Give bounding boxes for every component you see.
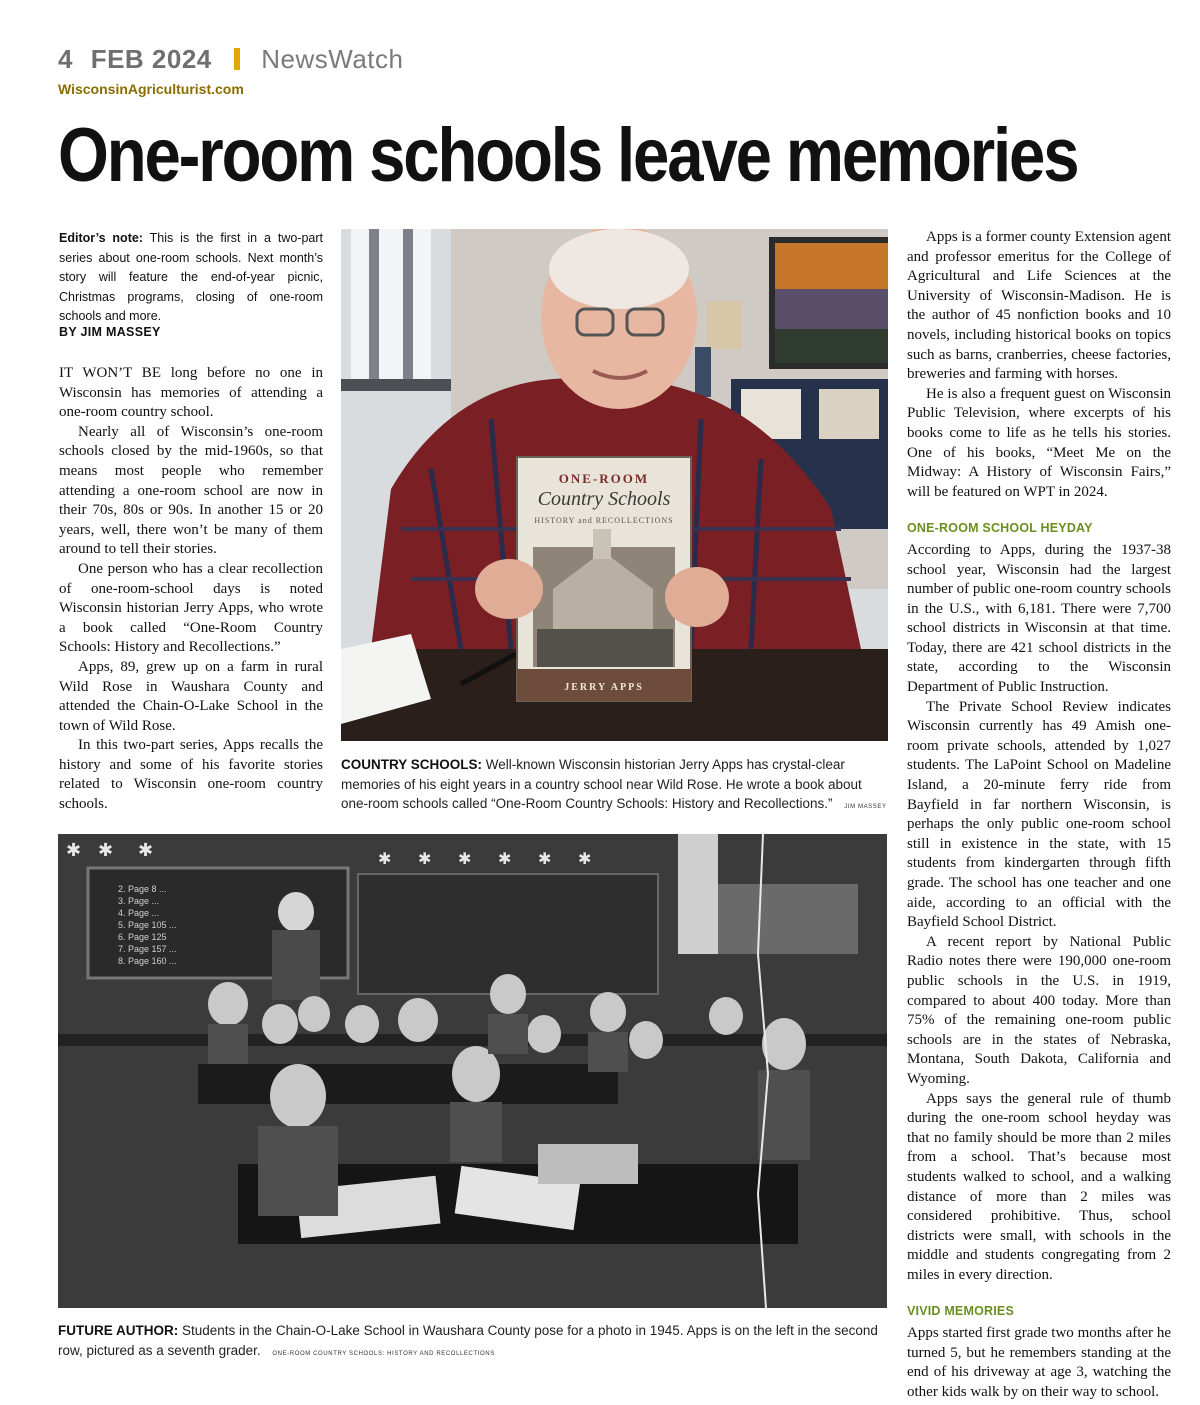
caption-label: FUTURE AUTHOR: — [58, 1323, 179, 1338]
header-divider — [234, 48, 240, 70]
paragraph: One person who has a clear recollection of one-room-school days is noted Wisconsin historian Jerry Apps, who wrote a book called “One-Room Country Schools: History and Recollections.” — [59, 560, 323, 656]
chalkboard-line: 6. Page 125 — [118, 932, 167, 942]
subhead-vivid-memories: VIVID MEMORIES — [907, 1304, 1014, 1319]
paragraph: Apps, 89, grew up on a farm in rural Wild Rose in Waushara County and attended the Chain-O-Lake School in the town of Wild Rose. — [59, 658, 323, 734]
svg-text:✱: ✱ — [98, 840, 114, 860]
book-title-line2: Country Schools — [537, 488, 671, 510]
chalkboard-line: 7. Page 157 ... — [118, 944, 177, 954]
editors-note — [59, 229, 323, 327]
photo-jerry-apps-illustration — [341, 229, 888, 741]
paragraph: According to Apps, during the 1937-38 school year, Wisconsin had the largest number of public one-room country schools in the U.S., with 6,181. There were 7,700 school districts in Wisconsin at that time. Today, there are 421 school districts in the state, according to the Wisconsin Department of Public Instruction. — [907, 541, 1171, 696]
paragraph: Apps says the general rule of thumb during the one-room school heyday was that no family should be more than 2 miles from a school. That’s because most students walked to school, and a walking distance of more than 2 miles was considered prohibitive. Thus, school districts were small, with schools in the middle and students congregating from 2 miles in every direction. — [907, 1090, 1171, 1283]
photo-classroom-illustration — [58, 834, 887, 1308]
byline: BY JIM MASSEY — [59, 325, 161, 339]
paragraph: He is also a frequent guest on Wisconsin Public Television, where excerpts of his books come to life as he tells his stories. One of his books, “Meet Me on the Midway: A History of Wisconsin Fairs,” will be featured on WPT in 2024. — [907, 385, 1171, 500]
photo-caption-future-author — [58, 1321, 888, 1364]
photo-credit: ONE-ROOM COUNTRY SCHOOLS: HISTORY AND RECOLLECTIONS — [272, 1350, 495, 1357]
paragraph: In this two-part series, Apps recalls the history and some of his favorite stories related to Wisconsin one-room country schools. — [59, 737, 323, 813]
paragraph: Apps started first grade two months after he turned 5, but he remembers standing at the end of his driveway at age 3, watching the other kids walk by on their way to school. — [907, 1325, 1171, 1400]
svg-text:✱: ✱ — [538, 851, 552, 868]
book-author: JERRY APPS — [564, 682, 644, 693]
article-column-3 — [907, 228, 1171, 1402]
article-column-1 — [59, 364, 323, 815]
headline: One-room schools leave memories — [58, 113, 1078, 198]
editors-note-label: Editor’s note: — [59, 231, 143, 245]
paragraph: Nearly all of Wisconsin’s one-room schools closed by the mid-1960s, so that means most people who remember attending a one-room school are now in their 70s, 80s or 90s. In another 15 or 20 years, well, there won’t be many of them around to tell their stories. — [59, 423, 323, 558]
chalkboard-line: 2. Page 8 ... — [118, 884, 167, 894]
caption-text: Well-known Wisconsin historian Jerry Apps has crystal-clear memories of his eight years in a country school near Wild Rose. He wrote a book about one-room schools called “One-Room Country Schools: History and Recollections.” — [341, 757, 862, 811]
photo-caption-country-schools — [341, 755, 889, 818]
issue-date: FEB 2024 — [90, 44, 212, 74]
svg-text:✱: ✱ — [66, 840, 82, 860]
svg-text:✱: ✱ — [418, 851, 432, 868]
editors-note-text: This is the first in a two-part series about one-room schools. Next month’s story will feature the end-of-year picnic, Christmas programs, closing of one-room schools and more. — [59, 231, 324, 323]
section-name: NewsWatch — [261, 44, 404, 74]
photo-credit: JIM MASSEY — [844, 804, 887, 810]
paragraph: Apps is a former county Extension agent and professor emeritus for the College of Agricultural and Life Sciences at the University of Wisconsin-Madison. He is the author of 45 nonfiction books and 10 novels, including historical books on topics such as barns, cranberries, cheese factories, breweries and farming with horses. — [907, 229, 1171, 383]
book-subtitle: HISTORY and RECOLLECTIONS — [534, 516, 674, 525]
chalkboard-line: 4. Page ... — [118, 908, 160, 918]
subhead-heyday: ONE-ROOM SCHOOL HEYDAY — [907, 521, 1093, 536]
paragraph: IT WON’T BE long before no one in Wisconsin has memories of attending a one-room country school. — [59, 365, 323, 421]
svg-text:✱: ✱ — [138, 840, 154, 860]
book-title-line1: ONE-ROOM — [558, 471, 650, 486]
site-url[interactable]: WisconsinAgriculturist.com — [58, 81, 244, 97]
chalkboard-line: 3. Page ... — [118, 896, 160, 906]
caption-text: Students in the Chain-O-Lake School in Waushara County pose for a photo in 1945. Apps is on the left in the second row, pictured as a seventh grader. — [58, 1323, 878, 1358]
page-header — [58, 44, 403, 75]
paragraph: The Private School Review indicates Wisconsin currently has 49 Amish one-room private schools, attended by 1,027 students. The LaPoint School on Madeline Island, a 20-minute ferry ride from Bayfield in far northern Wisconsin, is perhaps the only public one-room school still in existence in the state, with 15 students from kindergarten through fifth grade. The school has one teacher and one aide, according to an official with the Bayfield School District. — [907, 698, 1171, 931]
caption-label: COUNTRY SCHOOLS: — [341, 757, 483, 772]
svg-text:✱: ✱ — [458, 851, 472, 868]
photo-jerry-apps — [341, 229, 888, 741]
chalkboard-line: 8. Page 160 ... — [118, 956, 177, 966]
svg-text:✱: ✱ — [498, 851, 512, 868]
paragraph: A recent report by National Public Radio notes there were 190,000 one-room public schools in the U.S. in 1919, compared to about 400 today. More than 75% of the remaining one-room public schools are in the states of Nebraska, Montana, South Dakota, California and Wyoming. — [907, 933, 1171, 1087]
svg-text:✱: ✱ — [378, 851, 392, 868]
svg-text:✱: ✱ — [578, 851, 592, 868]
chalkboard-line: 5. Page 105 ... — [118, 920, 177, 930]
page-number: 4 — [58, 44, 73, 74]
photo-classroom-1945 — [58, 834, 887, 1308]
